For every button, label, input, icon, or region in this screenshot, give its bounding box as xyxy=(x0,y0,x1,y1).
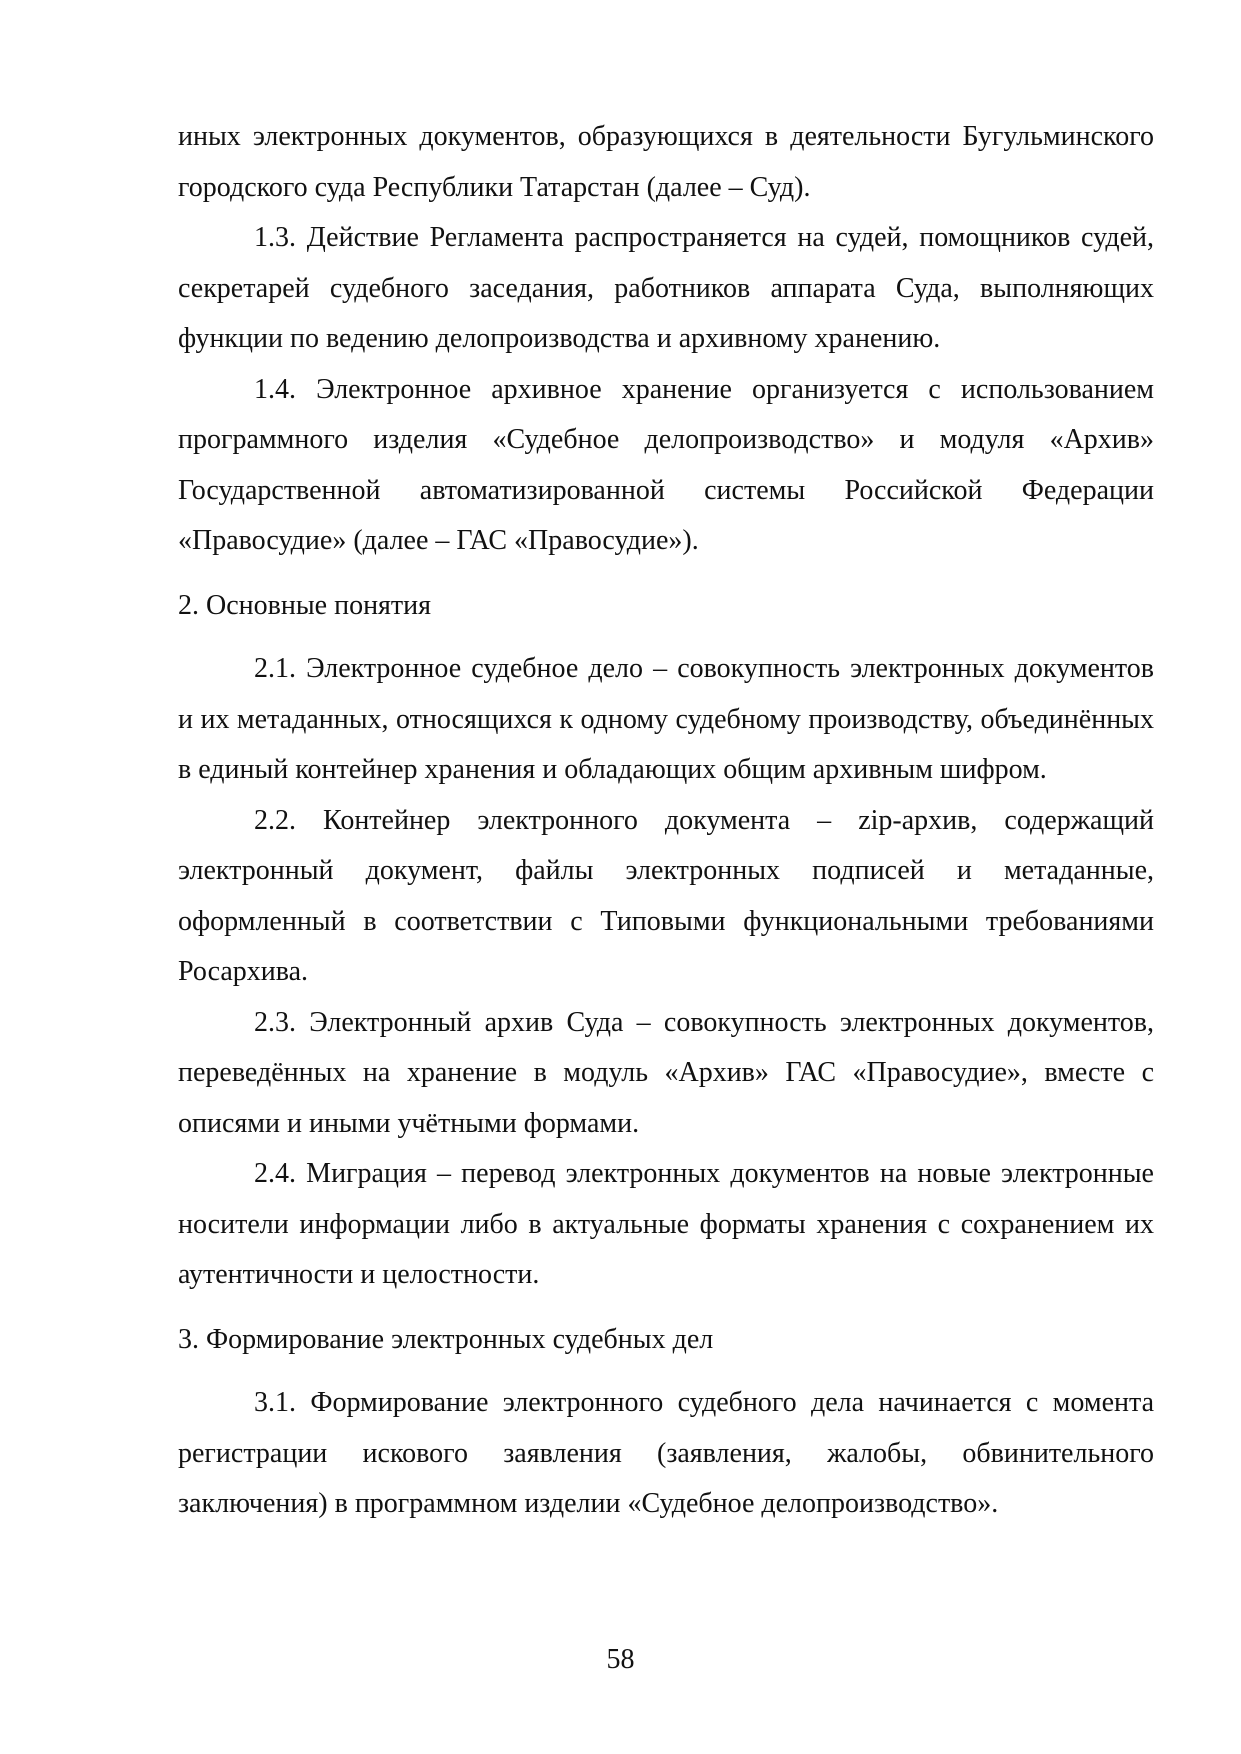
paragraph-1-4: 1.4. Электронное архивное хранение организуется с использованием программного изделия «Судебное делопроизводство» и модуля «Архив» Государственной автоматизированной системы Российской Федерации «Правосудие» (далее – ГАС «Правосудие»). xyxy=(178,373,1154,556)
paragraph-3-1: 3.1. Формирование электронного судебного дела начинается с момента регистрации искового заявления (заявления, жалобы, обвинительного заключения) в программном изделии «Судебное делопроизводство». xyxy=(178,1387,1154,1519)
section-heading-3: 3. Формирование электронных судебных дел xyxy=(178,1323,714,1355)
section-heading-2: 2. Основные понятия xyxy=(178,589,432,621)
page-number: 58 xyxy=(606,1644,635,1675)
paragraph-continuation: иных электронных документов, образующихся в деятельности Бугульминского городского суда Республики Татарстан (далее – Суд). xyxy=(178,121,1154,203)
page-body xyxy=(178,112,1154,1530)
paragraph-2-1: 2.1. Электронное судебное дело – совокупность электронных документов и их метаданных, относящихся к одному судебному производству, объединённых в единый контейнер хранения и обладающих общим архивным шифром. xyxy=(178,653,1154,785)
paragraph-2-4: 2.4. Миграция – перевод электронных документов на новые электронные носители информации либо в актуальные форматы хранения с сохранением их аутентичности и целостности. xyxy=(178,1158,1154,1290)
paragraph-1-3: 1.3. Действие Регламента распространяется на судей, помощников судей, секретарей судебного заседания, работников аппарата Суда, выполняющих функции по ведению делопроизводства и архивному хранению. xyxy=(178,222,1154,354)
paragraph-2-2: 2.2. Контейнер электронного документа – zip-архив, содержащий электронный документ, файлы электронных подписей и метаданные, оформленный в соответствии с Типовыми функциональными требованиями Росархива. xyxy=(178,804,1154,987)
paragraph-2-3: 2.3. Электронный архив Суда – совокупность электронных документов, переведённых на хранение в модуль «Архив» ГАС «Правосудие», вместе с описями и иными учётными формами. xyxy=(178,1006,1154,1139)
